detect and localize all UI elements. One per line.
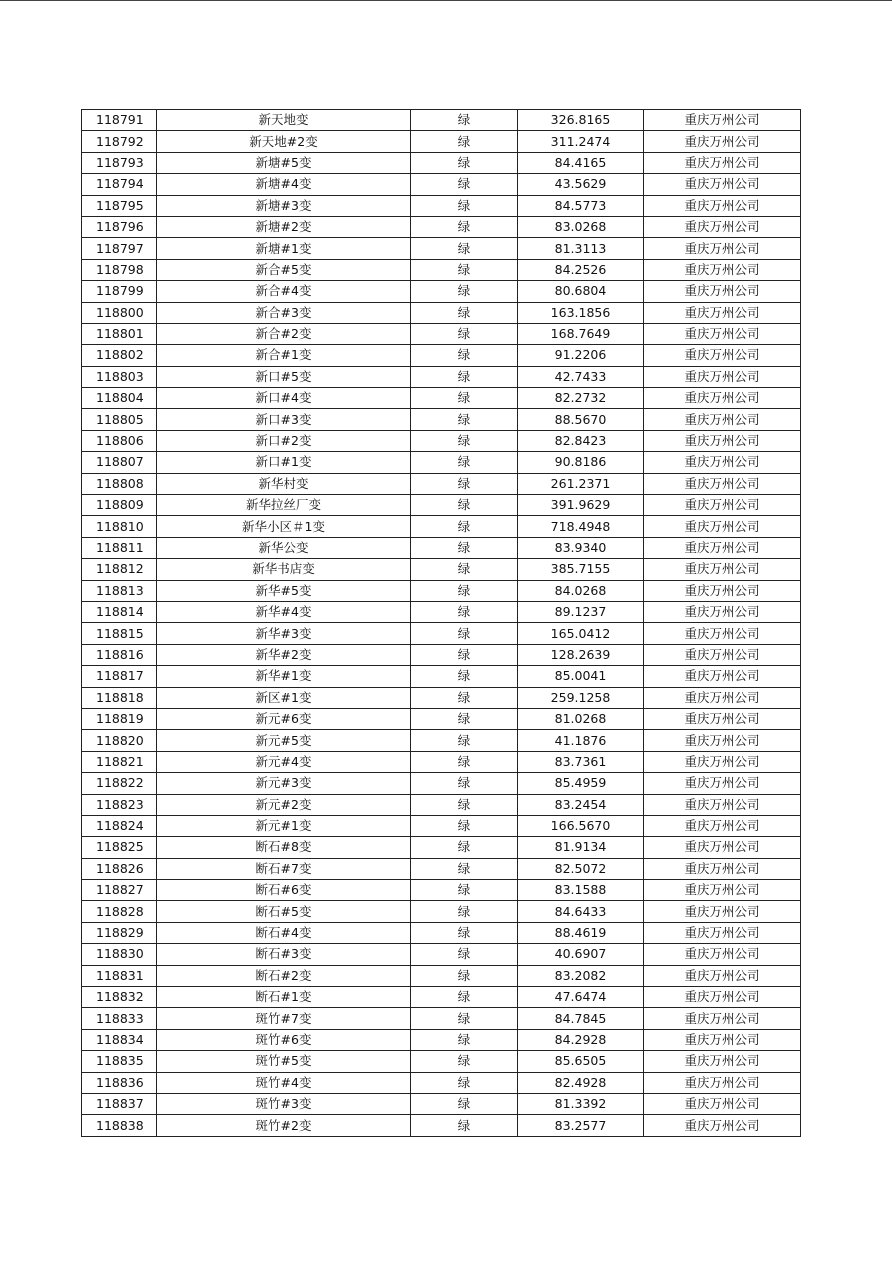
cell-id: 118799: [82, 281, 157, 302]
cell-name: 新合#1变: [157, 345, 411, 366]
cell-name: 新华#4变: [157, 601, 411, 622]
cell-status: 绿: [411, 1029, 518, 1050]
cell-id: 118818: [82, 687, 157, 708]
cell-name: 新元#5变: [157, 730, 411, 751]
cell-company: 重庆万州公司: [644, 495, 801, 516]
cell-company: 重庆万州公司: [644, 345, 801, 366]
cell-company: 重庆万州公司: [644, 238, 801, 259]
cell-value: 82.8423: [518, 430, 644, 451]
cell-status: 绿: [411, 302, 518, 323]
cell-company: 重庆万州公司: [644, 1072, 801, 1093]
cell-status: 绿: [411, 473, 518, 494]
cell-status: 绿: [411, 1008, 518, 1029]
cell-status: 绿: [411, 601, 518, 622]
cell-value: 47.6474: [518, 987, 644, 1008]
cell-id: 118814: [82, 601, 157, 622]
cell-value: 81.3392: [518, 1093, 644, 1114]
cell-id: 118821: [82, 751, 157, 772]
cell-id: 118811: [82, 537, 157, 558]
table-row: [82, 238, 801, 259]
cell-name: 断石#8变: [157, 837, 411, 858]
cell-status: 绿: [411, 452, 518, 473]
cell-id: 118796: [82, 216, 157, 237]
cell-value: 83.7361: [518, 751, 644, 772]
cell-name: 新元#4变: [157, 751, 411, 772]
cell-id: 118801: [82, 323, 157, 344]
cell-value: 82.4928: [518, 1072, 644, 1093]
cell-name: 断石#3变: [157, 944, 411, 965]
cell-company: 重庆万州公司: [644, 409, 801, 430]
cell-id: 118838: [82, 1115, 157, 1136]
cell-value: 391.9629: [518, 495, 644, 516]
cell-company: 重庆万州公司: [644, 687, 801, 708]
cell-status: 绿: [411, 1093, 518, 1114]
cell-company: 重庆万州公司: [644, 152, 801, 173]
table-row: [82, 773, 801, 794]
cell-value: 84.2526: [518, 259, 644, 280]
cell-status: 绿: [411, 152, 518, 173]
cell-id: 118826: [82, 858, 157, 879]
cell-value: 40.6907: [518, 944, 644, 965]
cell-company: 重庆万州公司: [644, 1115, 801, 1136]
cell-status: 绿: [411, 987, 518, 1008]
cell-status: 绿: [411, 388, 518, 409]
cell-id: 118837: [82, 1093, 157, 1114]
cell-status: 绿: [411, 1072, 518, 1093]
cell-company: 重庆万州公司: [644, 708, 801, 729]
table-row: [82, 409, 801, 430]
cell-name: 新塘#3变: [157, 195, 411, 216]
cell-status: 绿: [411, 559, 518, 580]
cell-status: 绿: [411, 195, 518, 216]
table-row: [82, 430, 801, 451]
cell-name: 斑竹#6变: [157, 1029, 411, 1050]
cell-name: 新区#1变: [157, 687, 411, 708]
cell-name: 新华#1变: [157, 666, 411, 687]
cell-name: 新华公变: [157, 537, 411, 558]
table-body: [82, 110, 801, 1137]
cell-company: 重庆万州公司: [644, 452, 801, 473]
cell-value: 84.6433: [518, 901, 644, 922]
cell-name: 新元#1变: [157, 815, 411, 836]
cell-company: 重庆万州公司: [644, 388, 801, 409]
cell-value: 82.2732: [518, 388, 644, 409]
cell-status: 绿: [411, 216, 518, 237]
cell-company: 重庆万州公司: [644, 794, 801, 815]
cell-name: 断石#2变: [157, 965, 411, 986]
cell-name: 新华#2变: [157, 644, 411, 665]
table-row: [82, 687, 801, 708]
cell-value: 81.9134: [518, 837, 644, 858]
cell-name: 新合#5变: [157, 259, 411, 280]
cell-status: 绿: [411, 666, 518, 687]
table-row: [82, 965, 801, 986]
cell-status: 绿: [411, 837, 518, 858]
cell-company: 重庆万州公司: [644, 195, 801, 216]
table-row: [82, 495, 801, 516]
cell-value: 41.1876: [518, 730, 644, 751]
cell-name: 新口#3变: [157, 409, 411, 430]
cell-company: 重庆万州公司: [644, 666, 801, 687]
cell-status: 绿: [411, 238, 518, 259]
cell-value: 261.2371: [518, 473, 644, 494]
cell-company: 重庆万州公司: [644, 858, 801, 879]
cell-status: 绿: [411, 794, 518, 815]
table-row: [82, 623, 801, 644]
cell-company: 重庆万州公司: [644, 965, 801, 986]
cell-company: 重庆万州公司: [644, 1029, 801, 1050]
table-row: [82, 174, 801, 195]
table-row: [82, 922, 801, 943]
cell-id: 118833: [82, 1008, 157, 1029]
cell-company: 重庆万州公司: [644, 580, 801, 601]
cell-status: 绿: [411, 323, 518, 344]
cell-company: 重庆万州公司: [644, 815, 801, 836]
table-row: [82, 1029, 801, 1050]
table-row: [82, 559, 801, 580]
cell-id: 118791: [82, 110, 157, 131]
cell-status: 绿: [411, 409, 518, 430]
cell-company: 重庆万州公司: [644, 1093, 801, 1114]
cell-value: 89.1237: [518, 601, 644, 622]
cell-id: 118824: [82, 815, 157, 836]
cell-id: 118831: [82, 965, 157, 986]
cell-value: 83.2082: [518, 965, 644, 986]
cell-value: 128.2639: [518, 644, 644, 665]
cell-id: 118829: [82, 922, 157, 943]
cell-name: 新口#1变: [157, 452, 411, 473]
table-row: [82, 901, 801, 922]
table-row: [82, 794, 801, 815]
cell-company: 重庆万州公司: [644, 366, 801, 387]
cell-status: 绿: [411, 644, 518, 665]
cell-value: 42.7433: [518, 366, 644, 387]
table-row: [82, 1072, 801, 1093]
table-row: [82, 345, 801, 366]
table-row: [82, 302, 801, 323]
cell-value: 165.0412: [518, 623, 644, 644]
cell-name: 新华书店变: [157, 559, 411, 580]
cell-id: 118823: [82, 794, 157, 815]
table-row: [82, 944, 801, 965]
cell-status: 绿: [411, 965, 518, 986]
cell-value: 81.3113: [518, 238, 644, 259]
cell-name: 新元#3变: [157, 773, 411, 794]
cell-status: 绿: [411, 815, 518, 836]
cell-name: 新合#3变: [157, 302, 411, 323]
cell-company: 重庆万州公司: [644, 259, 801, 280]
cell-value: 84.0268: [518, 580, 644, 601]
cell-company: 重庆万州公司: [644, 131, 801, 152]
cell-name: 新合#4变: [157, 281, 411, 302]
cell-value: 88.4619: [518, 922, 644, 943]
cell-id: 118804: [82, 388, 157, 409]
cell-status: 绿: [411, 580, 518, 601]
cell-value: 81.0268: [518, 708, 644, 729]
cell-status: 绿: [411, 174, 518, 195]
cell-status: 绿: [411, 623, 518, 644]
cell-id: 118813: [82, 580, 157, 601]
cell-company: 重庆万州公司: [644, 281, 801, 302]
table-row: [82, 880, 801, 901]
cell-id: 118832: [82, 987, 157, 1008]
table-row: [82, 195, 801, 216]
table-row: [82, 131, 801, 152]
cell-id: 118802: [82, 345, 157, 366]
cell-name: 新华#3变: [157, 623, 411, 644]
cell-id: 118830: [82, 944, 157, 965]
cell-id: 118836: [82, 1072, 157, 1093]
cell-value: 80.6804: [518, 281, 644, 302]
cell-value: 84.2928: [518, 1029, 644, 1050]
table-row: [82, 666, 801, 687]
table-row: [82, 473, 801, 494]
cell-name: 斑竹#3变: [157, 1093, 411, 1114]
cell-name: 新元#6变: [157, 708, 411, 729]
cell-name: 新华#5变: [157, 580, 411, 601]
cell-name: 新元#2变: [157, 794, 411, 815]
cell-name: 新塘#1变: [157, 238, 411, 259]
cell-name: 新天地变: [157, 110, 411, 131]
cell-company: 重庆万州公司: [644, 623, 801, 644]
cell-id: 118816: [82, 644, 157, 665]
cell-value: 166.5670: [518, 815, 644, 836]
cell-name: 新口#4变: [157, 388, 411, 409]
cell-value: 83.9340: [518, 537, 644, 558]
cell-value: 385.7155: [518, 559, 644, 580]
cell-status: 绿: [411, 366, 518, 387]
table-row: [82, 281, 801, 302]
table-row: [82, 751, 801, 772]
cell-company: 重庆万州公司: [644, 880, 801, 901]
cell-name: 断石#1变: [157, 987, 411, 1008]
cell-value: 84.7845: [518, 1008, 644, 1029]
cell-status: 绿: [411, 858, 518, 879]
table-row: [82, 837, 801, 858]
cell-name: 新华小区＃1变: [157, 516, 411, 537]
cell-company: 重庆万州公司: [644, 901, 801, 922]
cell-name: 斑竹#2变: [157, 1115, 411, 1136]
cell-id: 118805: [82, 409, 157, 430]
cell-company: 重庆万州公司: [644, 644, 801, 665]
cell-name: 新塘#4变: [157, 174, 411, 195]
cell-name: 断石#7变: [157, 858, 411, 879]
cell-status: 绿: [411, 537, 518, 558]
table-row: [82, 1051, 801, 1072]
table-row: [82, 1093, 801, 1114]
cell-id: 118800: [82, 302, 157, 323]
table-row: [82, 216, 801, 237]
cell-company: 重庆万州公司: [644, 922, 801, 943]
cell-status: 绿: [411, 516, 518, 537]
table-row: [82, 815, 801, 836]
table-row: [82, 730, 801, 751]
table-row: [82, 452, 801, 473]
cell-value: 83.1588: [518, 880, 644, 901]
cell-status: 绿: [411, 944, 518, 965]
cell-status: 绿: [411, 773, 518, 794]
cell-id: 118795: [82, 195, 157, 216]
table-row: [82, 259, 801, 280]
cell-name: 斑竹#7变: [157, 1008, 411, 1029]
cell-status: 绿: [411, 708, 518, 729]
cell-id: 118822: [82, 773, 157, 794]
cell-id: 118835: [82, 1051, 157, 1072]
cell-name: 新塘#2变: [157, 216, 411, 237]
cell-status: 绿: [411, 922, 518, 943]
table-row: [82, 152, 801, 173]
cell-company: 重庆万州公司: [644, 216, 801, 237]
cell-company: 重庆万州公司: [644, 1008, 801, 1029]
cell-status: 绿: [411, 730, 518, 751]
cell-id: 118807: [82, 452, 157, 473]
cell-name: 断石#4变: [157, 922, 411, 943]
cell-name: 新合#2变: [157, 323, 411, 344]
cell-status: 绿: [411, 110, 518, 131]
cell-company: 重庆万州公司: [644, 944, 801, 965]
cell-value: 718.4948: [518, 516, 644, 537]
cell-id: 118803: [82, 366, 157, 387]
table-row: [82, 537, 801, 558]
cell-id: 118834: [82, 1029, 157, 1050]
cell-id: 118808: [82, 473, 157, 494]
cell-id: 118810: [82, 516, 157, 537]
cell-company: 重庆万州公司: [644, 516, 801, 537]
cell-id: 118812: [82, 559, 157, 580]
cell-name: 斑竹#5变: [157, 1051, 411, 1072]
table-row: [82, 580, 801, 601]
cell-value: 259.1258: [518, 687, 644, 708]
cell-company: 重庆万州公司: [644, 174, 801, 195]
cell-value: 83.2577: [518, 1115, 644, 1136]
cell-value: 85.0041: [518, 666, 644, 687]
cell-id: 118809: [82, 495, 157, 516]
cell-status: 绿: [411, 281, 518, 302]
transformer-table: [81, 109, 801, 1137]
cell-id: 118825: [82, 837, 157, 858]
cell-name: 新口#5变: [157, 366, 411, 387]
cell-status: 绿: [411, 131, 518, 152]
cell-status: 绿: [411, 751, 518, 772]
table-row: [82, 1115, 801, 1136]
cell-company: 重庆万州公司: [644, 323, 801, 344]
table-row: [82, 1008, 801, 1029]
table-row: [82, 708, 801, 729]
cell-name: 新口#2变: [157, 430, 411, 451]
table-row: [82, 388, 801, 409]
cell-value: 85.6505: [518, 1051, 644, 1072]
table-row: [82, 366, 801, 387]
cell-company: 重庆万州公司: [644, 837, 801, 858]
cell-name: 断石#6变: [157, 880, 411, 901]
cell-value: 83.2454: [518, 794, 644, 815]
cell-status: 绿: [411, 880, 518, 901]
cell-company: 重庆万州公司: [644, 110, 801, 131]
cell-id: 118797: [82, 238, 157, 259]
table-row: [82, 858, 801, 879]
table-row: [82, 601, 801, 622]
cell-name: 新塘#5变: [157, 152, 411, 173]
cell-status: 绿: [411, 430, 518, 451]
cell-value: 91.2206: [518, 345, 644, 366]
cell-id: 118819: [82, 708, 157, 729]
cell-name: 断石#5变: [157, 901, 411, 922]
cell-id: 118817: [82, 666, 157, 687]
cell-company: 重庆万州公司: [644, 559, 801, 580]
cell-value: 84.4165: [518, 152, 644, 173]
cell-id: 118793: [82, 152, 157, 173]
cell-status: 绿: [411, 901, 518, 922]
cell-name: 新华拉丝厂变: [157, 495, 411, 516]
cell-id: 118798: [82, 259, 157, 280]
cell-id: 118827: [82, 880, 157, 901]
cell-value: 88.5670: [518, 409, 644, 430]
cell-status: 绿: [411, 687, 518, 708]
cell-id: 118792: [82, 131, 157, 152]
cell-value: 82.5072: [518, 858, 644, 879]
cell-value: 83.0268: [518, 216, 644, 237]
cell-company: 重庆万州公司: [644, 601, 801, 622]
cell-id: 118794: [82, 174, 157, 195]
cell-status: 绿: [411, 259, 518, 280]
cell-id: 118820: [82, 730, 157, 751]
cell-company: 重庆万州公司: [644, 473, 801, 494]
cell-company: 重庆万州公司: [644, 1051, 801, 1072]
cell-status: 绿: [411, 1051, 518, 1072]
cell-value: 43.5629: [518, 174, 644, 195]
cell-company: 重庆万州公司: [644, 302, 801, 323]
cell-value: 90.8186: [518, 452, 644, 473]
cell-company: 重庆万州公司: [644, 987, 801, 1008]
cell-value: 326.8165: [518, 110, 644, 131]
cell-id: 118815: [82, 623, 157, 644]
cell-status: 绿: [411, 1115, 518, 1136]
cell-value: 163.1856: [518, 302, 644, 323]
cell-name: 新华村变: [157, 473, 411, 494]
cell-company: 重庆万州公司: [644, 751, 801, 772]
cell-id: 118828: [82, 901, 157, 922]
table-row: [82, 323, 801, 344]
cell-company: 重庆万州公司: [644, 730, 801, 751]
cell-status: 绿: [411, 495, 518, 516]
cell-value: 84.5773: [518, 195, 644, 216]
cell-name: 斑竹#4变: [157, 1072, 411, 1093]
cell-value: 311.2474: [518, 131, 644, 152]
cell-value: 85.4959: [518, 773, 644, 794]
table-row: [82, 110, 801, 131]
cell-company: 重庆万州公司: [644, 537, 801, 558]
cell-company: 重庆万州公司: [644, 773, 801, 794]
cell-status: 绿: [411, 345, 518, 366]
table-row: [82, 987, 801, 1008]
table-row: [82, 644, 801, 665]
table-row: [82, 516, 801, 537]
cell-id: 118806: [82, 430, 157, 451]
cell-value: 168.7649: [518, 323, 644, 344]
cell-company: 重庆万州公司: [644, 430, 801, 451]
cell-name: 新天地#2变: [157, 131, 411, 152]
